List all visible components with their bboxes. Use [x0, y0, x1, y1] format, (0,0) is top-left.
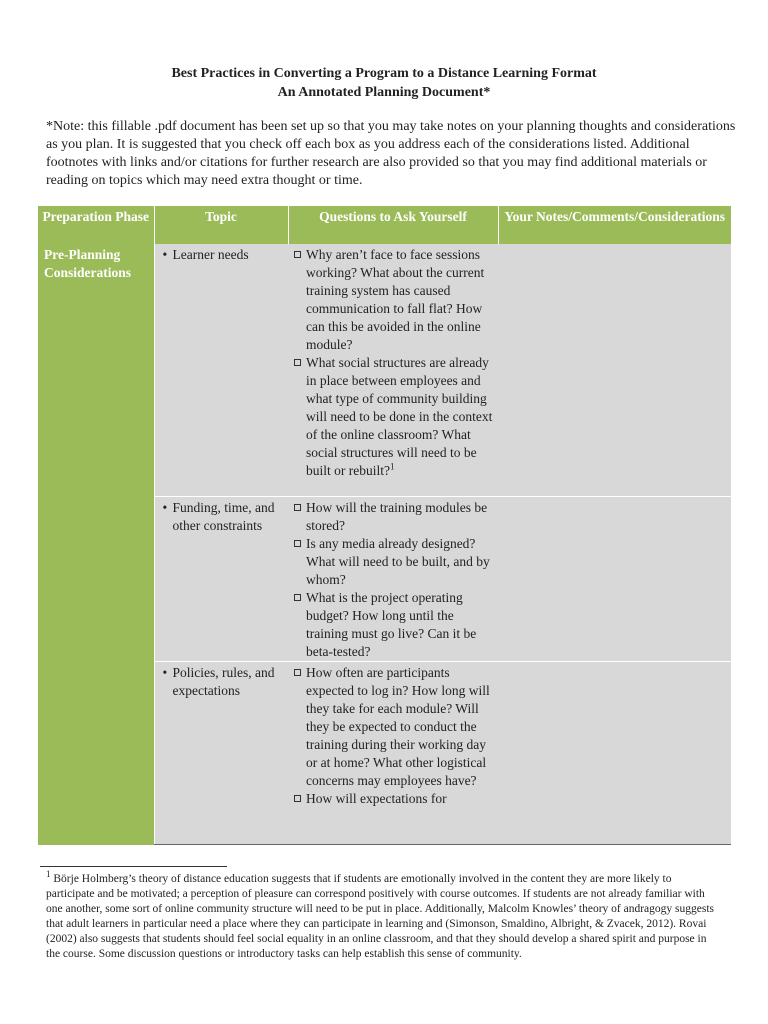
question-text: What is the project operating budget? How long until the training must go live? Can it be beta-tested?	[306, 590, 477, 659]
checkbox-icon[interactable]	[294, 504, 301, 511]
topic-cell	[154, 244, 288, 497]
question-list	[292, 664, 494, 808]
topic-label: Policies, rules, and expectations	[172, 665, 275, 698]
table-header-row	[38, 206, 731, 244]
document-title: Best Practices in Converting a Program to a Distance Learning Format	[171, 66, 597, 81]
checkbox-icon[interactable]	[294, 251, 301, 258]
notes-field[interactable]	[498, 244, 731, 497]
topic-cell	[154, 497, 288, 662]
table-row	[38, 244, 731, 497]
document-subtitle: An Annotated Planning Document*	[277, 85, 491, 100]
question-text: Why aren’t face to face sessions working? What about the current training system has caused communication to fall flat? How can this be avoided in the online module?	[306, 247, 485, 352]
question-text: How often are participants expected to log in? How long will they take for each module? Will they be expected to conduct the training during their working day or at home? What other logistical concerns may employees have?	[306, 665, 490, 788]
question-text: Is any media already designed? What will need to be built, and by whom?	[306, 536, 490, 587]
checkbox-icon[interactable]	[294, 594, 301, 601]
questions-cell	[288, 662, 498, 845]
question-list	[292, 246, 494, 480]
footnote-divider	[40, 866, 227, 867]
topic-label: Learner needs	[172, 247, 249, 262]
questions-cell	[288, 497, 498, 662]
header-notes: Your Notes/Comments/Considerations	[498, 206, 731, 244]
question-text: What social structures are already in place between employees and what type of community building will need to be done in the context of the online classroom? What social structures will need to be built or rebuilt?	[306, 355, 493, 478]
checkbox-icon[interactable]	[294, 359, 301, 366]
bullet-icon: •	[162, 665, 168, 680]
bullet-icon: •	[162, 247, 168, 262]
topic-item	[163, 499, 283, 535]
topic-label: Funding, time, and other constraints	[172, 500, 275, 533]
question-text: How will expectations for	[306, 791, 447, 806]
topic-item	[163, 664, 283, 700]
intro-note: *Note: this fillable .pdf document has been set up so that you may take notes on your planning thoughts and considerations as you plan. It is suggested that you check off each box as you address each of the considerations listed. Additional footnotes with links and/or citations for further research are also provided so that you may find additional materials or reading on topics which may need extra thought or time.	[46, 119, 736, 188]
footnote-ref[interactable]: 1	[389, 461, 395, 472]
question-item[interactable]	[292, 535, 494, 589]
header-phase: Preparation Phase	[38, 206, 154, 244]
question-item[interactable]	[292, 354, 494, 480]
checkbox-icon[interactable]	[294, 540, 301, 547]
footnote	[46, 869, 718, 962]
header-topic: Topic	[154, 206, 288, 244]
question-item[interactable]	[292, 589, 494, 661]
question-item[interactable]	[292, 664, 494, 790]
header-questions: Questions to Ask Yourself	[288, 206, 498, 244]
footnote-text: Börje Holmberg’s theory of distance education suggests that if students are emotionally involved in the content they are more likely to participate and be motivated; a perception of pleasure can correspond positively with course outcomes. If students are not already familiar with one another, some sort of online community structure will need to be put in place. Additionally, Malcolm Knowles’ theory of andragogy suggests that adult learners in particular need a place where they can participate in learning and (Simonson, Smaldino, Albright, & Zvacek, 2012). Rovai (2002) also suggests that students should feel social equality in an online classroom, and that they should develop a shared spirit and purpose in the course. Some discussion questions or introductory tasks can help establish this sense of community.	[46, 873, 714, 960]
footnote-number: 1	[46, 869, 51, 880]
question-item[interactable]	[292, 499, 494, 535]
planning-table	[38, 206, 731, 845]
phase-cell: Pre-Planning Considerations	[38, 244, 154, 845]
question-text: How will the training modules be stored?	[306, 500, 488, 533]
question-list	[292, 499, 494, 661]
bullet-icon: •	[162, 500, 168, 515]
topic-item	[163, 246, 283, 264]
checkbox-icon[interactable]	[294, 669, 301, 676]
notes-field[interactable]	[498, 497, 731, 662]
topic-cell	[154, 662, 288, 845]
checkbox-icon[interactable]	[294, 795, 301, 802]
question-item[interactable]	[292, 246, 494, 354]
questions-cell	[288, 244, 498, 497]
question-item[interactable]	[292, 790, 494, 808]
notes-field[interactable]	[498, 662, 731, 845]
